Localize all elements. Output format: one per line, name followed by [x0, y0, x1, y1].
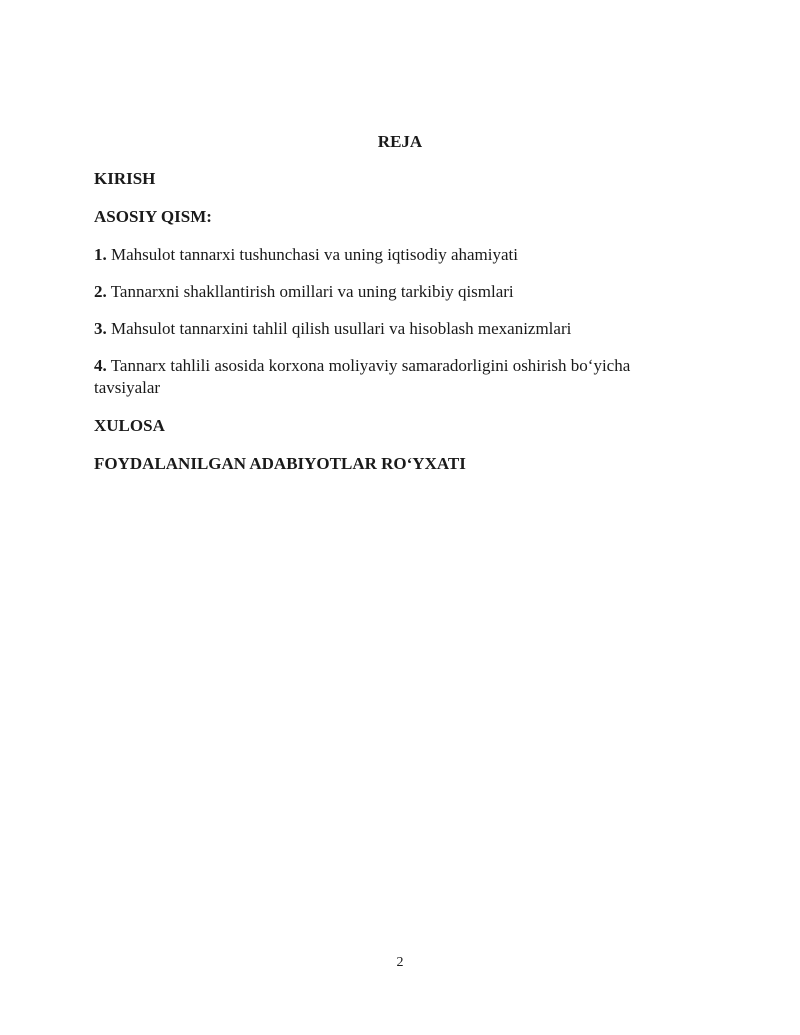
plan-item-number: 4.	[94, 356, 107, 375]
plan-item-number: 2.	[94, 282, 107, 301]
plan-item-text: Tannarxni shakllantirish omillari va uning tarkibiy qismlari	[110, 282, 514, 301]
plan-item-4	[94, 355, 694, 399]
plan-item-number: 3.	[94, 319, 107, 338]
plan-item-text: Mahsulot tannarxini tahlil qilish usullari va hisoblash mexanizmlari	[111, 319, 572, 338]
plan-item-text: Tannarx tahlili asosida korxona moliyaviy samaradorligini oshirish bo‘yicha tavsiyalar	[94, 356, 631, 397]
conclusion-heading: XULOSA	[94, 416, 165, 435]
plan-item-number: 1.	[94, 245, 107, 264]
plan-content	[94, 168, 694, 491]
page-number: 2	[396, 955, 404, 970]
plan-item-text: Mahsulot tannarxi tushunchasi va uning iqtisodiy ahamiyati	[111, 245, 518, 264]
plan-item-2	[94, 281, 694, 303]
intro-heading: KIRISH	[94, 169, 156, 188]
references-heading: FOYDALANILGAN ADABIYOTLAR RO‘YXATI	[94, 454, 466, 473]
plan-item-1	[94, 244, 694, 266]
plan-title: REJA	[377, 132, 423, 151]
plan-item-3	[94, 318, 694, 340]
main-part-heading: ASOSIY QISM:	[94, 207, 212, 226]
